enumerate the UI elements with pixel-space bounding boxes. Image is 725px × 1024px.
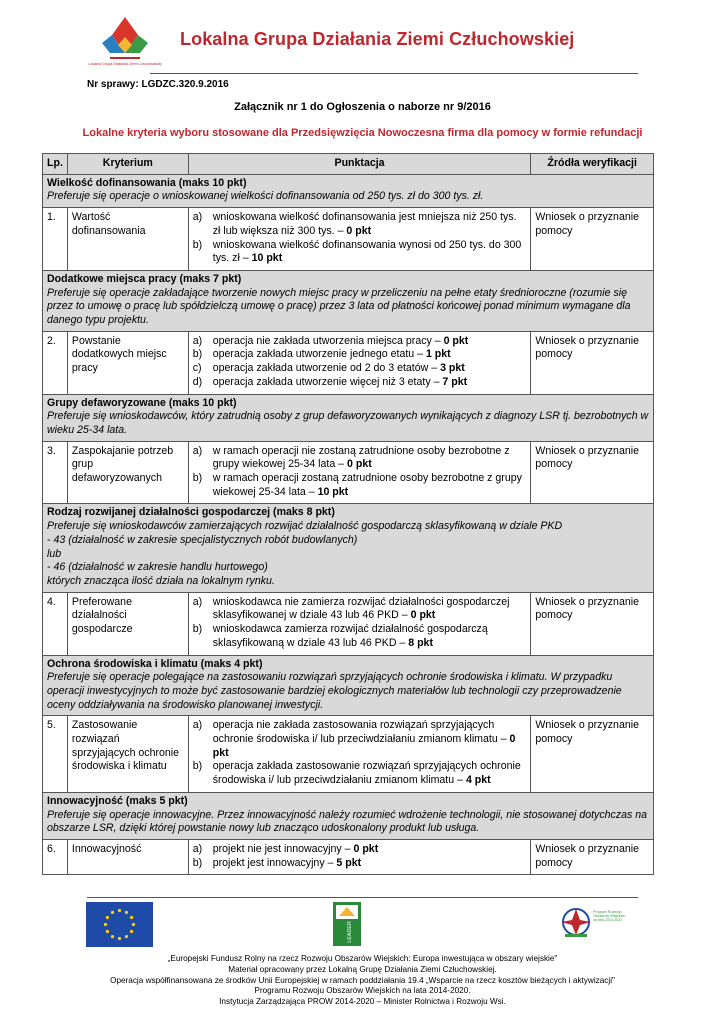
section-cell (43, 792, 654, 839)
section-cell (43, 394, 654, 441)
row-criterion: Preferowane działalności gospodarcze (67, 592, 188, 655)
option-letter: a) (192, 444, 203, 457)
scoring-option (193, 472, 527, 499)
option-letter: a) (192, 842, 203, 855)
option-letter: a) (192, 211, 203, 224)
row-source: Wniosek o przyznanie pomocy (531, 592, 654, 655)
section-description-line: Preferuje się wnioskodawców zamierzających rozwijać działalność gospodarczą sklasyfikowaną w dziale PKD (47, 520, 563, 533)
section-description: Preferuje się wnioskodawców, który zatrudnią osoby z grup defaworyzowanych wynikających z diagnozy LSR tj. bezrobotnych w wieku 25-34 lata. (47, 410, 649, 436)
option-points: 3 pkt (440, 362, 465, 375)
option-letter: b) (192, 348, 203, 361)
svg-text:LEADER: LEADER (347, 921, 353, 943)
scoring-option (193, 445, 527, 472)
option-text: w ramach operacji zostaną zatrudnione osoby bezrobotne z grupy wiekowej 25-34 lata – (212, 472, 522, 498)
scoring-option (193, 376, 527, 390)
option-text: operacja nie zakłada zastosowania rozwiązań sprzyjających ochronie środowiska i/ lub przeciwdziałaniu zmianom klimatu – (212, 719, 510, 746)
page-header (0, 0, 725, 90)
option-letter: b) (192, 760, 203, 773)
row-scoring (188, 331, 531, 394)
option-letter: b) (192, 623, 203, 636)
row-criterion: Wartość dofinansowania (67, 208, 188, 271)
row-criterion: Zaspokajanie potrzeb grup defaworyzowanych (67, 441, 188, 504)
row-scoring (188, 441, 531, 504)
option-letter: a) (192, 595, 203, 608)
option-text: w ramach operacji nie zostaną zatrudnione osoby bezrobotne z grupy wiekowej 25-34 lata – (212, 444, 510, 471)
footer-line: Programu Rozwoju Obszarów Wiejskich na lata 2014-2020. (254, 986, 471, 996)
row-lp: 6. (43, 839, 68, 874)
section-cell (43, 504, 654, 592)
scoring-option (193, 335, 527, 349)
row-lp: 4. (43, 592, 68, 655)
table-row (43, 716, 654, 793)
option-letter: c) (192, 362, 202, 375)
header-scoring: Punktacja (188, 154, 531, 175)
section-description-line: - 46 (działalność w zakresie handlu hurtowego) (47, 561, 268, 574)
option-points: 0 pkt (347, 458, 372, 471)
option-letter: a) (192, 334, 203, 347)
section-description: Preferuje się operacje innowacyjne. Przez innowacyjność należy rozumieć wdrożenie technologii, nie stosowanej dotychczas na obszarze LSR, dzięki której powstanie nowy lub znacząco udoskonalony produkt lub usługa. (47, 808, 648, 835)
table-row (43, 208, 654, 271)
option-text: operacja zakłada utworzenie od 2 do 3 etatów – (212, 362, 441, 375)
scoring-option (193, 362, 527, 376)
table-row (43, 592, 654, 655)
row-scoring (188, 208, 531, 271)
footer-text (80, 954, 645, 1008)
row-lp: 2. (43, 331, 68, 394)
row-scoring (188, 716, 531, 793)
option-letter: d) (192, 375, 203, 388)
section-cell (43, 174, 654, 207)
option-text: wnioskodawca zamierza rozwijać działalność gospodarczą sklasyfikowaną w dziale 43 lub 46 PKD – (212, 623, 488, 649)
lgd-logo-icon (88, 15, 162, 67)
row-criterion: Zastosowanie rozwiązań sprzyjających ochronie środowiska i klimatu (67, 716, 188, 793)
case-number: Nr sprawy: LGDZC.320.9.2016 (87, 79, 229, 90)
option-points: 7 pkt (442, 375, 468, 388)
section-row (43, 655, 654, 716)
option-text: wnioskowana wielkość dofinansowania jest mniejsza niż 250 tys. zł lub większa niż 300 tys. – (212, 211, 517, 237)
lgd-name: Lokalna Grupa Działania Ziemi Człuchowskiej (180, 29, 575, 49)
scoring-option (193, 239, 527, 266)
option-text: projekt jest innowacyjny – (212, 856, 337, 869)
row-scoring (188, 592, 531, 655)
option-points: 0 pkt (353, 842, 379, 855)
option-points: 10 pkt (317, 485, 349, 498)
leader-logo-icon (333, 902, 361, 946)
section-row (43, 394, 654, 441)
footer-line: „Europejski Fundusz Rolny na rzecz Rozwoju Obszarów Wiejskich: Europa inwestująca w obszary wiejskie" (167, 954, 558, 963)
option-points: 0 pkt (443, 334, 469, 347)
attachment-title: Załącznik nr 1 do Ogłoszenia o naborze nr 9/2016 (234, 101, 491, 113)
row-source: Wniosek o przyznanie pomocy (531, 208, 654, 271)
option-text: operacja zakłada utworzenie jednego etatu – (212, 348, 426, 361)
option-text: wnioskowana wielkość dofinansowania wynosi od 250 tys. do 300 tys. zł – (212, 238, 522, 265)
criteria-table (42, 153, 654, 875)
section-title: Ochrona środowiska i klimatu (maks 4 pkt) (47, 657, 263, 670)
option-text: wnioskodawca nie zamierza rozwijać działalności gospodarczej sklasyfikowanej w dziale 43 lub 46 PKD – (212, 595, 510, 622)
option-text: operacja zakłada zastosowanie rozwiązań sprzyjających ochronie środowiska i/ lub przeciwdziałaniu zmianom klimatu – (212, 760, 521, 787)
section-cell (43, 270, 654, 331)
section-row (43, 270, 654, 331)
scoring-option (193, 623, 527, 650)
option-text: operacja zakłada utworzenie więcej niż 3 etaty – (212, 375, 443, 388)
row-criterion: Powstanie dodatkowych miejsc pracy (67, 331, 188, 394)
section-description: Preferuje się operacje o wnioskowanej wielkości dofinansowania od 250 tys. zł do 300 tys. zł. (47, 190, 484, 203)
row-source: Wniosek o przyznanie pomocy (531, 331, 654, 394)
scoring-option (193, 596, 527, 623)
option-points: 10 pkt (251, 252, 283, 265)
option-points: 0 pkt (346, 224, 372, 237)
row-source: Wniosek o przyznanie pomocy (531, 716, 654, 793)
scoring-option (193, 843, 527, 857)
scoring-option (193, 857, 527, 871)
option-letter: b) (192, 472, 203, 485)
section-cell (43, 655, 654, 716)
section-row (43, 504, 654, 592)
section-row (43, 792, 654, 839)
row-source: Wniosek o przyznanie pomocy (531, 441, 654, 504)
document-subtitle: Lokalne kryteria wyboru stosowane dla Przedsięwzięcia Nowoczesna firma dla pomocy w formie refundacji (82, 127, 643, 139)
option-letter: b) (192, 856, 203, 869)
footer-line: Instytucja Zarządzająca PROW 2014-2020 – Minister Rolnictwa i Rozwoju Wsi. (219, 997, 506, 1007)
header-lp: Lp. (43, 154, 68, 175)
section-title: Dodatkowe miejsca pracy (maks 7 pkt) (47, 272, 242, 285)
row-scoring (188, 839, 531, 874)
option-points: 1 pkt (425, 348, 451, 361)
scoring-option (193, 211, 527, 238)
scoring-option (193, 719, 527, 760)
prow-logo-icon: Program Rozwoju Obszarów Wiejskich na lata 2014-2020 (557, 902, 627, 946)
section-title: Wielkość dofinansowania (maks 10 pkt) (47, 176, 247, 189)
option-text: operacja nie zakłada utworzenia miejsca pracy – (212, 334, 444, 347)
footer-divider (87, 897, 638, 898)
option-letter: b) (192, 238, 203, 251)
eu-flag-icon (86, 902, 153, 947)
option-points: 8 pkt (408, 636, 433, 649)
section-description: Preferuje się operacje zakładające tworzenie nowych miejsc pracy w przeliczeniu na pełne etaty średnioroczne (rozumie się przez to umowę o pracę lub spółdzielczą umowę o pracę) przez 3 lata od płatności końcowej ponad minimum wymagane dla danego typu projektu. (47, 286, 631, 327)
section-row (43, 174, 654, 207)
row-lp: 1. (43, 208, 68, 271)
header-divider (150, 73, 638, 74)
option-points: 0 pkt (410, 609, 436, 622)
section-title: Rodzaj rozwijanej działalności gospodarczej (maks 8 pkt) (47, 506, 335, 519)
header-sources: Źródła weryfikacji (531, 154, 654, 175)
table-row (43, 839, 654, 874)
section-title: Grupy defaworyzowane (maks 10 pkt) (47, 396, 237, 409)
option-text: projekt nie jest innowacyjny – (212, 842, 354, 855)
scoring-option (193, 348, 527, 362)
section-description-line: lub (47, 547, 62, 560)
row-criterion: Innowacyjność (67, 839, 188, 874)
footer-line: Operacja współfinansowana ze środków Unii Europejskiej w ramach poddziałania 19.4 „Wsparcie na rzecz kosztów bieżących i aktywizacji" (110, 975, 615, 985)
row-source: Wniosek o przyznanie pomocy (531, 839, 654, 874)
scoring-option (193, 760, 527, 787)
table-row (43, 331, 654, 394)
row-lp: 3. (43, 441, 68, 504)
option-points: 4 pkt (465, 774, 491, 787)
svg-text:Lokalna Grupa Działania Ziemi: Lokalna Grupa Działania Ziemi Człuchowskiej (88, 62, 162, 66)
section-description-line: których znacząca ilość działa na lokalnym rynku. (47, 574, 275, 587)
section-title: Innowacyjność (maks 5 pkt) (47, 794, 188, 807)
section-description-line: - 43 (działalność w zakresie specjalistycznych robót budowlanych) (47, 533, 358, 546)
table-header-row (43, 154, 654, 175)
header-criterion: Kryterium (67, 154, 188, 175)
option-points: 0 pkt (212, 733, 516, 759)
section-description: Preferuje się operacje polegające na zastosowaniu rozwiązań sprzyjających ochronie środowiska i klimatu. W przypadku operacji inwestycyjnych to może być zastosowanie bardziej ekologicznych materiałów lub technologii czy przeprowadzenie oceny oddziaływania na środowisko planowanej inwestycji. (47, 671, 622, 711)
option-letter: a) (192, 719, 203, 732)
table-row (43, 441, 654, 504)
footer-line: Materiał opracowany przez Lokalną Grupę Działania Ziemi Człuchowskiej. (228, 964, 497, 974)
option-points: 5 pkt (336, 856, 362, 869)
row-lp: 5. (43, 716, 68, 793)
